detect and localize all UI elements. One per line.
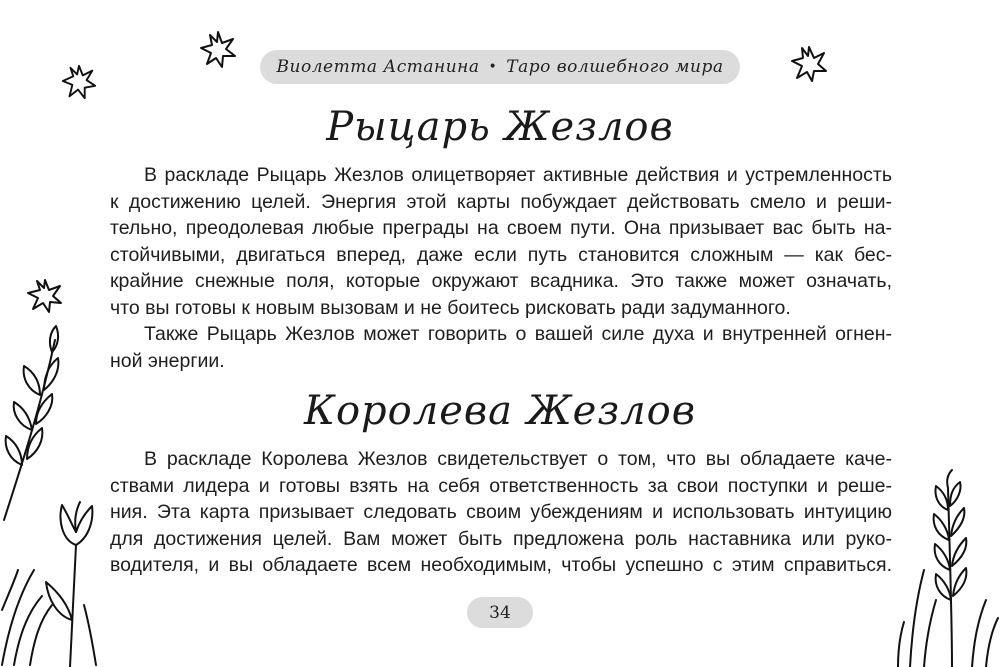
star-icon	[198, 30, 238, 70]
text-line: водителя, и вы обладаете всем необходимым, чтобы успешно с этим справиться.	[110, 554, 892, 576]
header-author: Виолетта Астанина	[276, 57, 480, 77]
text-line: ной энергии.	[110, 349, 225, 372]
star-icon	[25, 276, 65, 316]
section-text-queen-of-wands	[110, 446, 892, 579]
paragraph	[110, 162, 892, 321]
text-line: тельно, преодолевая любые преграды на своем пути. Она призывает вас быть на-	[110, 217, 892, 239]
header-separator: •	[488, 59, 498, 75]
running-header	[260, 50, 740, 84]
section-title-knight-of-wands: Рыцарь Жезлов	[326, 104, 674, 150]
text-line: стойчивыми, двигаться вперед, даже если путь становится сложным — как бес-	[110, 243, 892, 266]
paragraph	[110, 446, 892, 579]
text-line: крайние снежные поля, которые окружают всадника. Это также может означать,	[110, 270, 892, 292]
text-line: ния. Эта карта призывает следовать своим убеждениям и использовать интуицию	[110, 501, 892, 523]
text-line: В раскладе Рыцарь Жезлов олицетворяет активные действия и устремленность	[144, 164, 892, 186]
text-line: для достижения целей. Вам может быть предложена роль наставника или руко-	[110, 527, 892, 550]
star-icon	[60, 63, 98, 101]
text-line: В раскладе Королева Жезлов свидетельствует о том, что вы обладаете каче-	[144, 448, 892, 470]
text-line: к достижению целей. Энергия этой карты побуждает действовать смело и реши-	[110, 190, 892, 213]
star-icon	[789, 44, 829, 84]
section-text-knight-of-wands	[110, 162, 892, 374]
plant-illustration-left	[0, 320, 110, 667]
plant-illustration-right	[890, 470, 1000, 667]
text-line: Также Рыцарь Жезлов может говорить о вашей силе духа и внутренней огнен-	[144, 323, 892, 345]
paragraph	[110, 321, 892, 374]
section-title-queen-of-wands: Королева Жезлов	[304, 388, 696, 434]
text-line: ствами лидера и готовы взять на себя ответственность за свои поступки и реше-	[110, 474, 892, 497]
header-book-title: Таро волшебного мира	[506, 57, 724, 77]
text-line: что вы готовы к новым вызовам и не боитесь рисковать ради задуманного.	[110, 296, 791, 319]
page-number: 34	[467, 597, 533, 628]
